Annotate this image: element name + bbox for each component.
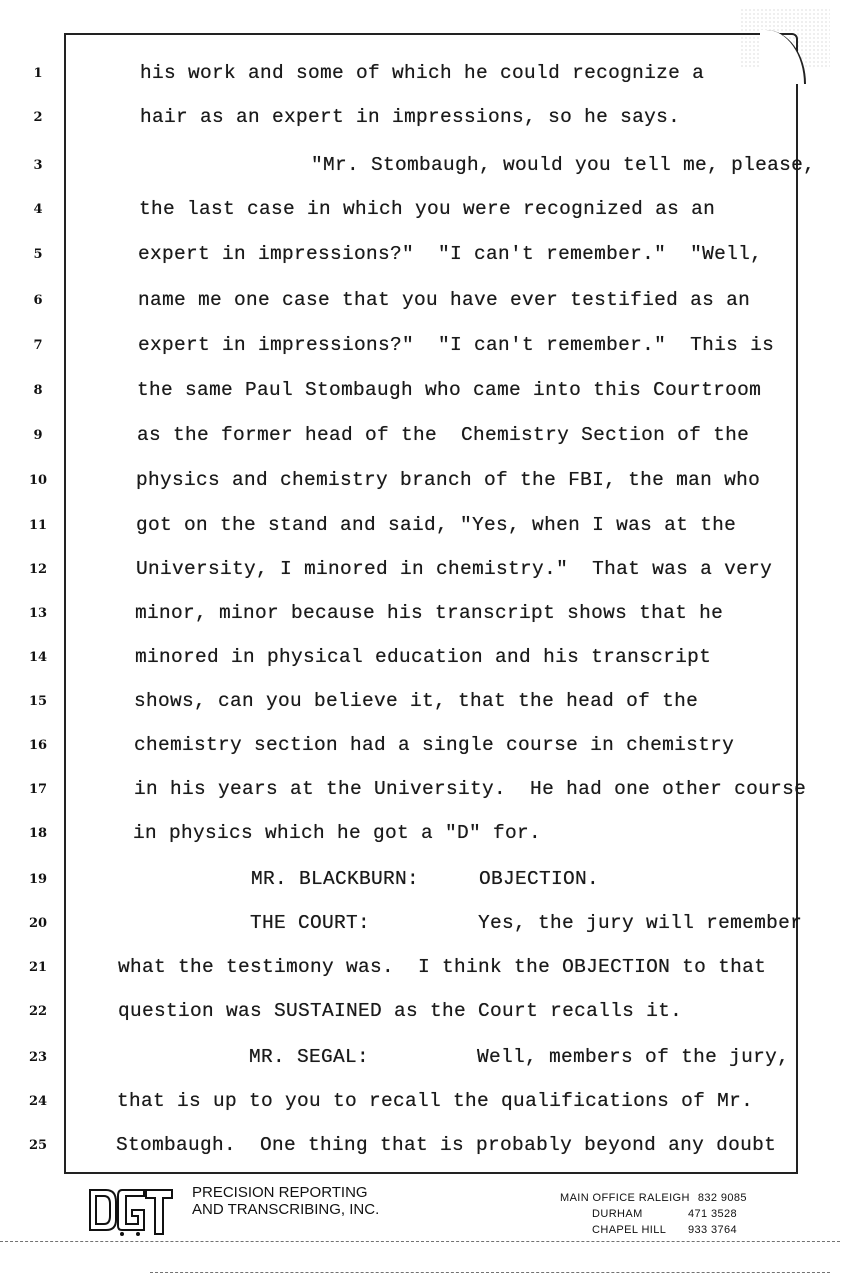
line-number: 22 xyxy=(28,1004,48,1019)
transcript-line: the last case in which you were recognized as an xyxy=(139,198,716,220)
footer-rule-lower xyxy=(150,1272,830,1273)
line-number: 21 xyxy=(28,960,48,975)
transcript-line: shows, can you believe it, that the head of the xyxy=(134,690,699,712)
transcript-line: Stombaugh. One thing that is probably beyond any doubt xyxy=(116,1134,777,1156)
line-number: 8 xyxy=(33,383,43,398)
line-number: 13 xyxy=(28,606,48,621)
transcript-line: expert in impressions?" "I can't remember." "Well, xyxy=(138,243,763,265)
line-number: 23 xyxy=(28,1050,48,1065)
office-label: DURHAM xyxy=(592,1208,643,1220)
transcript-line: MR. BLACKBURN: OBJECTION. xyxy=(251,868,600,890)
transcript-line: that is up to you to recall the qualifications of Mr. xyxy=(117,1090,754,1112)
line-number: 24 xyxy=(28,1094,48,1109)
line-number: 19 xyxy=(28,872,48,887)
line-number: 4 xyxy=(33,202,43,217)
line-number: 7 xyxy=(33,338,43,353)
line-number: 10 xyxy=(28,473,48,488)
company-name-line1: PRECISION REPORTING xyxy=(192,1184,368,1201)
line-number: 1 xyxy=(33,66,43,81)
transcript-line: expert in impressions?" "I can't remember." This is xyxy=(138,334,775,356)
transcript-line: University, I minored in chemistry." That was a very xyxy=(136,558,773,580)
transcript-line: name me one case that you have ever testified as an xyxy=(138,289,751,311)
office-phone: 832 9085 xyxy=(697,1192,747,1204)
line-number: 11 xyxy=(28,518,48,533)
line-number: 17 xyxy=(28,782,48,797)
office-row-durham xyxy=(560,1206,747,1222)
transcript-line: got on the stand and said, "Yes, when I was at the xyxy=(136,514,737,536)
line-number: 5 xyxy=(33,247,43,262)
transcript-line: his work and some of which he could recognize a xyxy=(140,62,705,84)
line-number: 16 xyxy=(28,738,48,753)
office-row-raleigh xyxy=(560,1190,747,1206)
transcript-line: in his years at the University. He had one other course xyxy=(134,778,807,800)
transcript-line: hair as an expert in impressions, so he says. xyxy=(140,106,681,128)
transcript-line: MR. SEGAL: Well, members of the jury, xyxy=(249,1046,790,1068)
transcript-line: minor, minor because his transcript shows that he xyxy=(135,602,724,624)
company-name-line2: AND TRANSCRIBING, INC. xyxy=(192,1201,380,1218)
office-label: MAIN OFFICE RALEIGH xyxy=(560,1192,690,1204)
line-number: 15 xyxy=(28,694,48,709)
office-label: CHAPEL HILL xyxy=(592,1224,667,1236)
transcript-line: "Mr. Stombaugh, would you tell me, please, xyxy=(311,154,816,176)
transcript-line: minored in physical education and his transcript xyxy=(135,646,712,668)
office-list xyxy=(560,1190,747,1238)
office-phone: 933 3764 xyxy=(688,1224,738,1236)
transcript-line: THE COURT: Yes, the jury will remember xyxy=(250,912,803,934)
transcript-line: as the former head of the Chemistry Section of the xyxy=(137,424,750,446)
transcript-line: in physics which he got a "D" for. xyxy=(133,822,542,844)
transcript-line: question was SUSTAINED as the Court recalls it. xyxy=(118,1000,683,1022)
office-phone: 471 3528 xyxy=(688,1208,738,1220)
line-number: 20 xyxy=(28,916,48,931)
line-number: 12 xyxy=(28,562,48,577)
transcript-line: the same Paul Stombaugh who came into this Courtroom xyxy=(137,379,762,401)
footer-rule xyxy=(0,1241,840,1242)
line-number: 25 xyxy=(28,1138,48,1153)
line-number: 6 xyxy=(33,293,43,308)
line-number: 3 xyxy=(33,158,43,173)
line-number: 9 xyxy=(33,428,43,443)
line-number: 2 xyxy=(33,110,43,125)
office-row-chapel-hill xyxy=(560,1222,747,1238)
company-name xyxy=(192,1184,379,1218)
transcript-line: what the testimony was. I think the OBJECTION to that xyxy=(118,956,767,978)
transcript-line: chemistry section had a single course in chemistry xyxy=(134,734,735,756)
line-number: 18 xyxy=(28,826,48,841)
dgt-logo-icon xyxy=(86,1186,174,1238)
line-number: 14 xyxy=(28,650,48,665)
transcript-line: physics and chemistry branch of the FBI, the man who xyxy=(136,469,761,491)
